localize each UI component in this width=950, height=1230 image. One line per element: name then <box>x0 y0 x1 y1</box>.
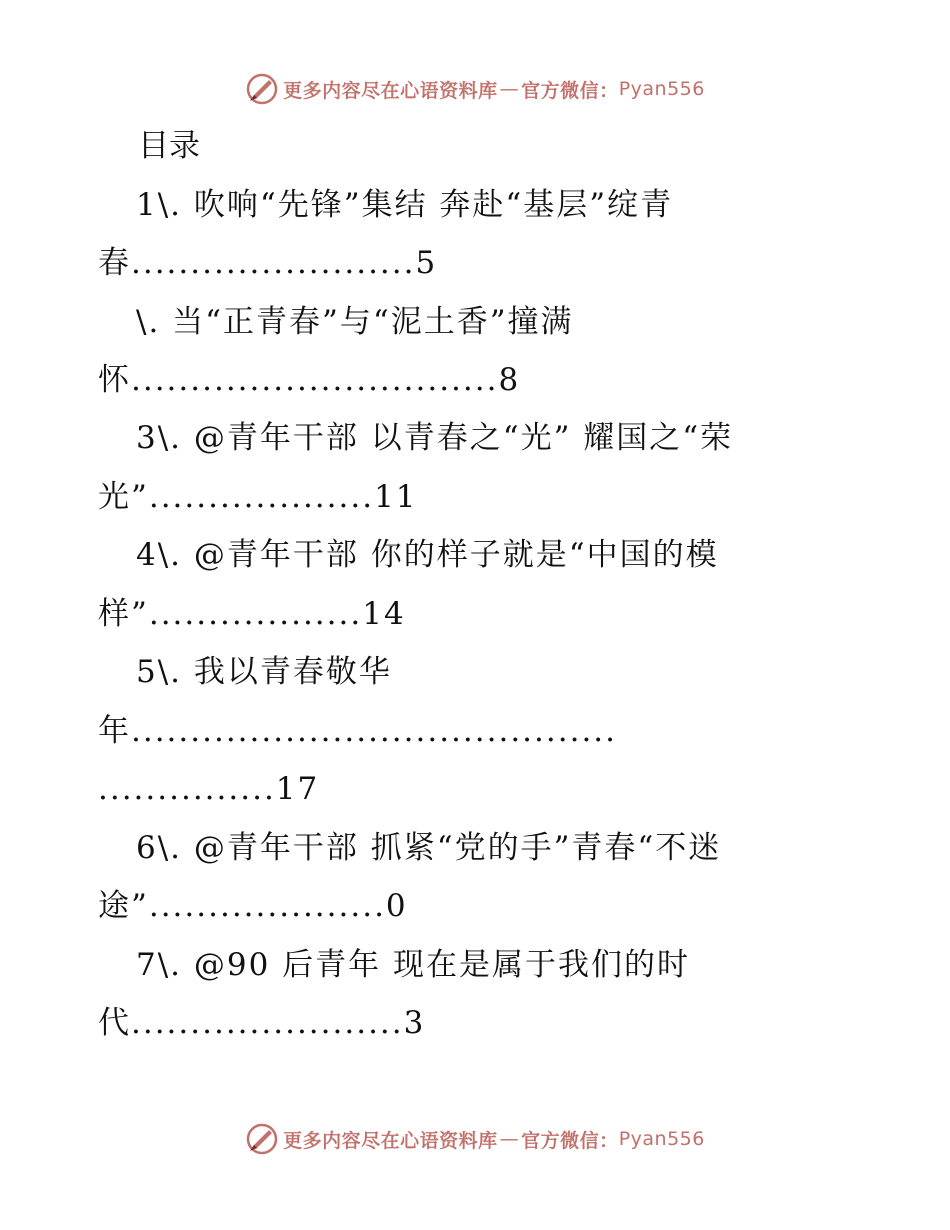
toc-entry-5-line3[interactable]: ...............17 <box>98 771 320 807</box>
watermark-separator: — <box>499 1128 520 1150</box>
watermark-main: 更多内容尽在心语资料库 <box>283 79 498 102</box>
toc-entry-2-line1[interactable]: \. 当“正青春”与“泥土香”撞满 <box>136 304 574 340</box>
toc-entry-4-line1[interactable]: 4\. @青年干部 你的样子就是“中国的模 <box>136 537 719 573</box>
pen-logo-icon <box>245 1122 279 1156</box>
toc-entry-7-line2[interactable]: 代.......................3 <box>98 1005 426 1041</box>
toc-entry-7-line1[interactable]: 7\. @90 后青年 现在是属于我们的时 <box>136 947 691 983</box>
watermark-main: 更多内容尽在心语资料库 <box>283 1129 498 1152</box>
toc-entry-5-line2[interactable]: 年......................................... <box>98 713 618 749</box>
watermark-sub: 官方微信： <box>521 1129 619 1152</box>
toc-entry-2-line2[interactable]: 怀...............................8 <box>98 362 521 398</box>
toc-entry-3-line1[interactable]: 3\. @青年干部 以青春之“光” 耀国之“荣 <box>136 420 734 456</box>
toc-entry-6-line1[interactable]: 6\. @青年干部 抓紧“党的手”青春“不迷 <box>136 830 722 866</box>
footer-watermark <box>0 1122 950 1156</box>
toc-title: 目录 <box>138 128 200 164</box>
toc-entry-5-line1[interactable]: 5\. 我以青春敬华 <box>136 654 392 690</box>
pen-logo-icon <box>245 72 279 106</box>
toc-entry-1-line2[interactable]: 春........................5 <box>98 245 438 281</box>
toc-entry-1-line1[interactable]: 1\. 吹响“先锋”集结 奔赴“基层”绽青 <box>136 187 674 223</box>
watermark-id: Pyan556 <box>618 1128 705 1150</box>
toc-entry-3-line2[interactable]: 光”...................11 <box>98 479 418 515</box>
header-watermark <box>0 72 950 106</box>
watermark-id: Pyan556 <box>618 78 705 100</box>
watermark-sub: 官方微信： <box>521 79 619 102</box>
toc-entry-4-line2[interactable]: 样”..................14 <box>98 596 406 632</box>
watermark-separator: — <box>499 78 520 100</box>
toc-entry-6-line2[interactable]: 途”....................0 <box>98 888 408 924</box>
